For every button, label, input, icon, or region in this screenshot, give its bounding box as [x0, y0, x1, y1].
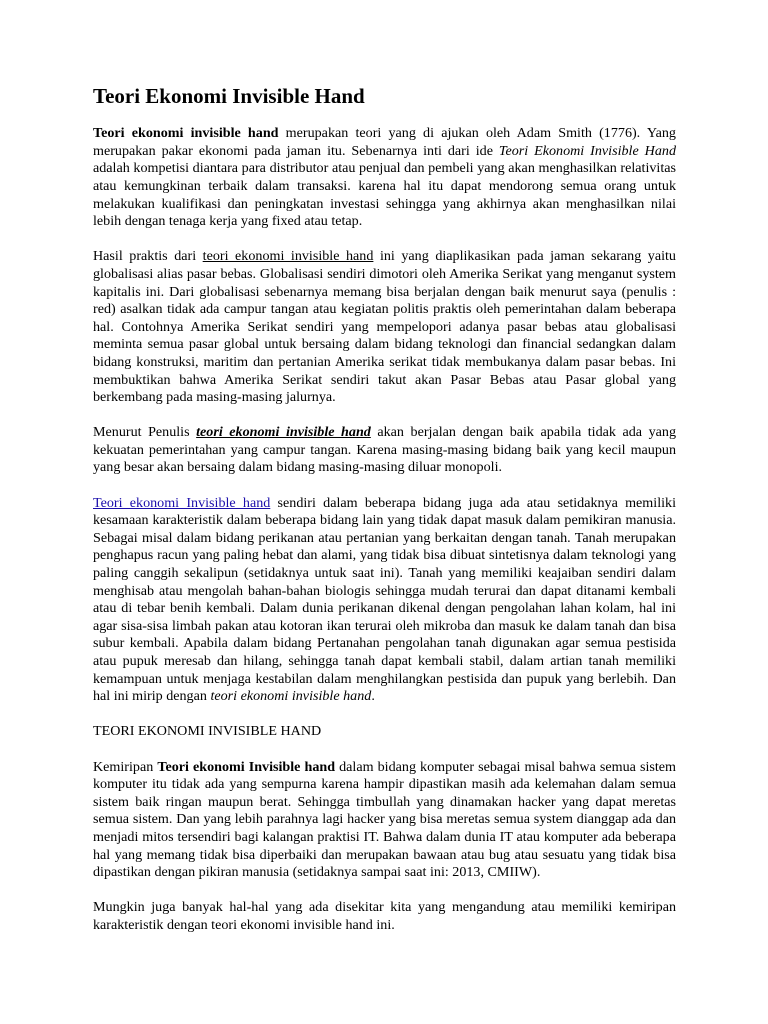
text: Kemiripan	[93, 758, 158, 775]
paragraph-2	[93, 248, 676, 406]
text: adalah kompetisi diantara para distributor atau penjual dan pembeli yang akan menghasilkan relativitas atau kemungkinan terbaik dalam transaksi. karena hal itu dapat mendorong semua orang untuk melakukan kualifikasi dan peningkatan investasi sehingga yang akhirnya akan menghasilkan nilai lebih dengan tenaga kerja yang fixed atau tetap.	[93, 160, 676, 230]
paragraph-4	[93, 495, 676, 706]
underlined-term: teori ekonomi invisible hand	[202, 248, 374, 265]
text: .	[371, 688, 375, 705]
text: Hasil praktis dari	[93, 248, 203, 265]
text: sendiri dalam beberapa bidang juga ada atau setidaknya memiliki kesamaan karakteristik dalam beberapa bidang lain yang tidak dapat masuk dalam pemikiran manusia. Sebagai misal dalam bidang perikanan atau pertanian yang berkaitan dengan tanah. Tanah merupakan penghapus racun yang paling hebat dan alami, yang tidak bisa dibuat sintetisnya dalam teknologi yang paling canggih sekalipun (setidaknya untuk saat ini). Tanah yang memiliki keajaiban sendiri dalam menghisab atau mengolah bahan-bahan biologis sehingga mudah terurai dan dapat ditanami kembali atau di tebar benih kembali. Dalam dunia perikanan dikenal dengan pengolahan lahan kolam, hal ini agar sisa-sisa limbah pakan atau kotoran ikan terurai oleh mikroba dan masuk ke dalam tanah dan bisa subur kembali. Apabila dalam bidang Pertanahan pengolahan tanah digunakan agar semua pestisida atau pupuk meresab dan hilang, sehingga tanah dapat kembali stabil, dalam artian tanah memiliki kemampuan untuk menjaga kestabilan dalam menghilangkan pestisida dan pupuk yang berlebih. Dan hal ini mirip dengan	[93, 494, 676, 705]
text: Menurut Penulis	[93, 424, 197, 441]
paragraph-6: Mungkin juga banyak hal-hal yang ada disekitar kita yang mengandung atau memiliki kemiripan karakteristik dengan teori ekonomi invisible hand ini.	[93, 899, 676, 933]
paragraph-5	[93, 759, 676, 882]
section-heading: TEORI EKONOMI INVISIBLE HAND	[93, 723, 322, 740]
paragraph-3	[93, 424, 676, 477]
document-title: Teori Ekonomi Invisible Hand	[93, 84, 365, 108]
text: merupakan teori yang di ajukan oleh Adam Smith (1776). Yang merupakan pakar ekonomi pada jaman itu. Sebenarnya inti dari ide	[93, 125, 676, 159]
italic-term: teori ekonomi invisible hand	[210, 688, 372, 705]
text: dalam bidang komputer sebagai misal bahwa semua sistem komputer itu tidak ada yang sempurna karena hampir dipastikan masih ada kelemahan dalam semua sistem baik ringan maupun berat. Sehingga timbullah yang dinamakan hacker yang dapat meretas semua sistem. Dan yang lebih parahnya lagi hacker yang bisa meretas semua system dianggap ada dan menjadi mitos tersendiri bagi kalangan praktisi IT. Bahwa dalam dunia IT atau komputer ada beberapa hal yang memang tidak bisa diperbaiki dan merupakan bawaan atau bug atau sesuatu yang tidak bisa dipastikan dengan pikiran manusia (setidaknya sampai saat ini: 2013, CMIIW).	[93, 758, 676, 881]
teori-ekonomi-link[interactable]: Teori ekonomi Invisible hand	[93, 494, 271, 511]
italic-term: Teori Ekonomi Invisible Hand	[498, 142, 676, 159]
bold-term: Teori ekonomi Invisible hand	[157, 758, 336, 775]
paragraph-1	[93, 125, 676, 231]
text: ini yang diaplikasikan pada jaman sekarang yaitu globalisasi alias pasar bebas. Globalisasi sendiri dimotori oleh Amerika Serikat yang menganut system kapitalis ini. Dari globalisasi sebenarnya memang bisa berjalan dengan baik menurut saya (penulis : red) asalkan tidak ada campur tangan atau kegiatan politis praktis oleh pemerintahan dalam beberapa hal. Contohnya Amerika Serikat sendiri yang mempelopori adanya pasar bebas atau globalisasi meminta semua pasar global untuk bersaing dalam bidang teknologi dan financial sedangkan dalam bidang konstruksi, maritim dan pertanian Amerika serikat tidak membukanya dalam pasar bebas. Ini membuktikan bahwa Amerika Serikat sendiri takut akan Pasar Bebas atau Pasar global yang berkembang pada masing-masing jalurnya.	[93, 248, 676, 406]
emphasized-term: teori ekonomi invisible hand	[196, 424, 371, 441]
bold-term: Teori ekonomi invisible hand	[93, 125, 279, 142]
text: akan berjalan dengan baik apabila tidak ada yang kekuatan pemerintahan yang campur tangan. Karena masing-masing bidang baik yang kecil maupun yang besar akan bersaing dalam bidang masing-masing diluar monopoli.	[93, 424, 676, 476]
